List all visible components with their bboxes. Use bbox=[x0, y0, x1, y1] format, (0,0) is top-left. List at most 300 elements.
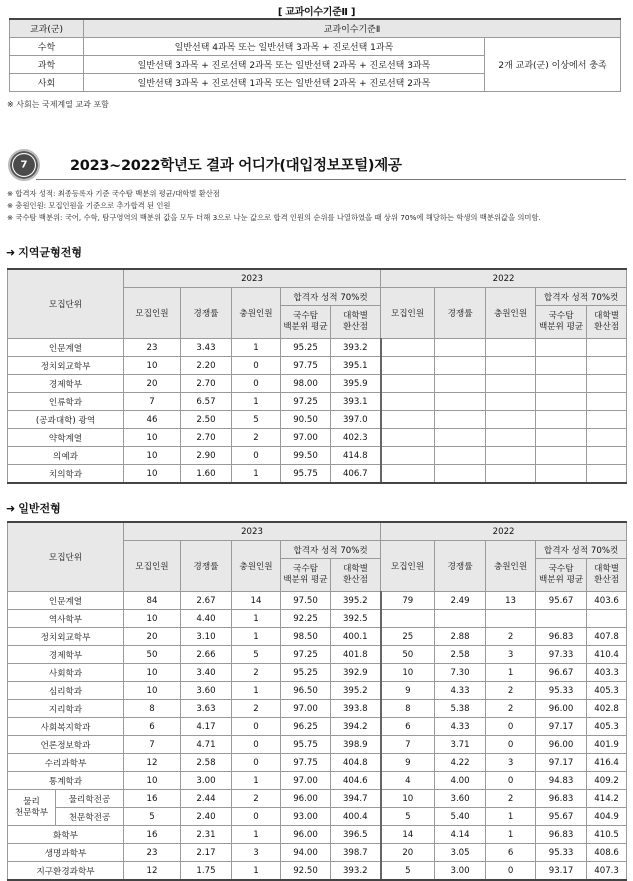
value-cell: 2 bbox=[232, 664, 281, 682]
value-cell: 392.5 bbox=[331, 610, 381, 628]
head-pct-l1: 국수탐 bbox=[548, 311, 574, 321]
value-cell: 398.9 bbox=[331, 736, 381, 754]
value-cell: 6 bbox=[486, 844, 536, 862]
value-cell: 1 bbox=[232, 393, 281, 411]
value-cell: 2.44 bbox=[181, 790, 232, 808]
value-cell: 3.63 bbox=[181, 700, 232, 718]
value-cell: 95.25 bbox=[281, 339, 331, 357]
head-2022: 2022 bbox=[381, 522, 627, 541]
value-cell: 1 bbox=[486, 808, 536, 826]
value-cell: 2.67 bbox=[181, 592, 232, 610]
value-cell bbox=[486, 465, 536, 484]
value-cell: 404.9 bbox=[587, 808, 627, 826]
value-cell: 25 bbox=[381, 628, 435, 646]
table-row bbox=[8, 411, 627, 429]
value-cell: 395.9 bbox=[331, 375, 381, 393]
value-cell: 10 bbox=[124, 429, 181, 447]
value-cell bbox=[435, 429, 486, 447]
note-line: ※ 충원인원: 모집인원을 기준으로 추가합격 된 인원 bbox=[7, 201, 171, 210]
value-cell: 3.60 bbox=[435, 790, 486, 808]
head-cut: 합격자 성적 70%컷 bbox=[281, 288, 381, 306]
value-cell bbox=[536, 375, 587, 393]
value-cell: 12 bbox=[124, 754, 181, 772]
unit-cell: 사회복지학과 bbox=[8, 718, 124, 736]
table-row bbox=[8, 844, 627, 862]
head-conv bbox=[331, 306, 381, 339]
table-row bbox=[8, 429, 627, 447]
value-cell: 96.83 bbox=[536, 790, 587, 808]
value-cell: 3 bbox=[486, 754, 536, 772]
unit-cell: 생명과학부 bbox=[8, 844, 124, 862]
value-cell: 5 bbox=[232, 411, 281, 429]
value-cell bbox=[435, 447, 486, 465]
value-cell: 407.3 bbox=[587, 862, 627, 881]
unit-cell: 통계학과 bbox=[8, 772, 124, 790]
value-cell: 1 bbox=[232, 682, 281, 700]
value-cell: 1 bbox=[232, 826, 281, 844]
value-cell: 97.17 bbox=[536, 718, 587, 736]
unit-cell: 정치외교학부 bbox=[8, 628, 124, 646]
table-row bbox=[8, 682, 627, 700]
value-cell: 393.8 bbox=[331, 700, 381, 718]
value-cell: 94.83 bbox=[536, 772, 587, 790]
value-cell: 408.6 bbox=[587, 844, 627, 862]
value-cell: 392.9 bbox=[331, 664, 381, 682]
value-cell: 398.7 bbox=[331, 844, 381, 862]
group-label: 물리 bbox=[23, 796, 40, 807]
head-pct-l2: 백분위 평균 bbox=[283, 322, 328, 332]
value-cell: 1 bbox=[232, 465, 281, 484]
value-cell: 6 bbox=[381, 718, 435, 736]
unit-cell: 물리학전공 bbox=[56, 790, 124, 808]
head-compet: 경쟁률 bbox=[181, 288, 232, 339]
criteria-subject: 과학 bbox=[10, 56, 84, 74]
head-compet: 경쟁률 bbox=[181, 541, 232, 592]
value-cell: 97.75 bbox=[281, 357, 331, 375]
value-cell: 414.2 bbox=[587, 790, 627, 808]
value-cell: 93.00 bbox=[281, 808, 331, 826]
value-cell: 9 bbox=[381, 754, 435, 772]
value-cell: 95.67 bbox=[536, 808, 587, 826]
value-cell: 13 bbox=[486, 592, 536, 610]
unit-cell: 지구환경과학부 bbox=[8, 862, 124, 881]
section-notes bbox=[7, 188, 627, 224]
table-row bbox=[8, 808, 627, 826]
head-conv-l1: 대학별 bbox=[343, 564, 368, 574]
criteria-req: 일반선택 3과목 + 진로선택 2과목 또는 일반선택 2과목 + 진로선택 3과목 bbox=[84, 56, 485, 74]
criteria-footnote: ※ 사회는 국제계열 교과 포함 bbox=[7, 100, 109, 109]
value-cell bbox=[381, 357, 435, 375]
value-cell: 10 bbox=[124, 447, 181, 465]
value-cell bbox=[435, 339, 486, 357]
value-cell: 96.25 bbox=[281, 718, 331, 736]
value-cell: 5 bbox=[124, 808, 181, 826]
head-conv-l1: 대학별 bbox=[594, 564, 620, 574]
table-row bbox=[8, 375, 627, 393]
value-cell bbox=[536, 465, 587, 484]
value-cell: 14 bbox=[381, 826, 435, 844]
value-cell: 10 bbox=[124, 664, 181, 682]
value-cell: 16 bbox=[124, 790, 181, 808]
general-title: 일반전형 bbox=[18, 502, 61, 515]
value-cell: 20 bbox=[124, 375, 181, 393]
value-cell bbox=[381, 447, 435, 465]
value-cell bbox=[435, 393, 486, 411]
value-cell: 394.7 bbox=[331, 790, 381, 808]
value-cell: 0 bbox=[232, 447, 281, 465]
value-cell: 97.50 bbox=[281, 592, 331, 610]
criteria-subject: 사회 bbox=[10, 74, 84, 92]
value-cell: 2 bbox=[486, 700, 536, 718]
value-cell: 416.4 bbox=[587, 754, 627, 772]
value-cell: 401.9 bbox=[587, 736, 627, 754]
unit-cell: 인문계열 bbox=[8, 339, 124, 357]
table-row bbox=[8, 610, 627, 628]
value-cell: 16 bbox=[124, 826, 181, 844]
value-cell: 98.00 bbox=[281, 375, 331, 393]
value-cell bbox=[486, 357, 536, 375]
value-cell: 23 bbox=[124, 844, 181, 862]
head-fill: 충원인원 bbox=[486, 288, 536, 339]
value-cell: 8 bbox=[381, 700, 435, 718]
value-cell bbox=[536, 357, 587, 375]
table-row bbox=[8, 447, 627, 465]
value-cell: 407.8 bbox=[587, 628, 627, 646]
value-cell: 97.25 bbox=[281, 393, 331, 411]
regional-table bbox=[7, 268, 627, 484]
value-cell: 3.60 bbox=[181, 682, 232, 700]
head-conv-l2: 환산점 bbox=[594, 322, 620, 332]
value-cell: 3.71 bbox=[435, 736, 486, 754]
value-cell: 5 bbox=[232, 646, 281, 664]
unit-cell: (공과대학) 광역 bbox=[8, 411, 124, 429]
general-heading bbox=[6, 500, 61, 516]
table-row bbox=[8, 664, 627, 682]
table-row bbox=[8, 357, 627, 375]
value-cell: 7.30 bbox=[435, 664, 486, 682]
value-cell bbox=[381, 339, 435, 357]
value-cell bbox=[435, 357, 486, 375]
value-cell: 2.90 bbox=[181, 447, 232, 465]
value-cell: 92.50 bbox=[281, 862, 331, 881]
arrow-bullet-icon: ➜ bbox=[6, 502, 16, 515]
unit-cell: 사회학과 bbox=[8, 664, 124, 682]
value-cell: 96.00 bbox=[536, 700, 587, 718]
value-cell: 1 bbox=[232, 772, 281, 790]
value-cell: 96.50 bbox=[281, 682, 331, 700]
value-cell: 3.05 bbox=[435, 844, 486, 862]
value-cell: 4.22 bbox=[435, 754, 486, 772]
head-2022: 2022 bbox=[381, 269, 627, 288]
value-cell: 79 bbox=[381, 592, 435, 610]
value-cell bbox=[381, 429, 435, 447]
table-row bbox=[8, 736, 627, 754]
head-cut: 합격자 성적 70%컷 bbox=[536, 541, 627, 559]
head-unit: 모집단위 bbox=[8, 522, 124, 592]
value-cell bbox=[486, 429, 536, 447]
value-cell: 10 bbox=[124, 465, 181, 484]
value-cell bbox=[435, 465, 486, 484]
unit-cell: 경제학부 bbox=[8, 375, 124, 393]
regional-title: 지역균형전형 bbox=[18, 246, 82, 259]
value-cell: 6 bbox=[124, 718, 181, 736]
value-cell: 3 bbox=[232, 844, 281, 862]
value-cell: 95.75 bbox=[281, 736, 331, 754]
value-cell: 10 bbox=[124, 357, 181, 375]
value-cell bbox=[587, 339, 627, 357]
head-conv bbox=[587, 559, 627, 592]
head-2023: 2023 bbox=[124, 269, 381, 288]
value-cell: 2 bbox=[232, 790, 281, 808]
value-cell: 393.2 bbox=[331, 339, 381, 357]
head-fill: 충원인원 bbox=[486, 541, 536, 592]
value-cell: 10 bbox=[124, 682, 181, 700]
value-cell: 409.2 bbox=[587, 772, 627, 790]
value-cell: 3.10 bbox=[181, 628, 232, 646]
value-cell: 2.20 bbox=[181, 357, 232, 375]
value-cell: 5 bbox=[381, 862, 435, 881]
value-cell: 404.6 bbox=[331, 772, 381, 790]
criteria-head-subject: 교과(군) bbox=[10, 19, 84, 38]
head-conv bbox=[587, 306, 627, 339]
head-recruit: 모집인원 bbox=[381, 288, 435, 339]
value-cell: 99.50 bbox=[281, 447, 331, 465]
table-row bbox=[8, 646, 627, 664]
criteria-subject: 수학 bbox=[10, 38, 84, 56]
head-recruit: 모집인원 bbox=[381, 541, 435, 592]
value-cell: 4.40 bbox=[181, 610, 232, 628]
value-cell: 97.00 bbox=[281, 772, 331, 790]
value-cell: 96.67 bbox=[536, 664, 587, 682]
head-pct bbox=[536, 559, 587, 592]
value-cell: 97.00 bbox=[281, 429, 331, 447]
section-underline bbox=[36, 179, 626, 180]
value-cell: 2.58 bbox=[435, 646, 486, 664]
value-cell: 4.00 bbox=[435, 772, 486, 790]
value-cell: 95.33 bbox=[536, 682, 587, 700]
value-cell: 4.33 bbox=[435, 718, 486, 736]
unit-cell: 심리학과 bbox=[8, 682, 124, 700]
criteria-req: 일반선택 4과목 또는 일반선택 3과목 + 진로선택 1과목 bbox=[84, 38, 485, 56]
unit-cell: 수리과학부 bbox=[8, 754, 124, 772]
note-line: ※ 합격자 성적: 최종등록자 기준 국수탐 백분위 평균/대학별 환산점 bbox=[7, 189, 220, 198]
value-cell: 84 bbox=[124, 592, 181, 610]
value-cell: 2.70 bbox=[181, 429, 232, 447]
value-cell: 0 bbox=[232, 357, 281, 375]
value-cell: 1.75 bbox=[181, 862, 232, 881]
value-cell: 9 bbox=[381, 682, 435, 700]
value-cell: 402.3 bbox=[331, 429, 381, 447]
value-cell: 95.25 bbox=[281, 664, 331, 682]
value-cell: 395.2 bbox=[331, 682, 381, 700]
value-cell: 5 bbox=[381, 808, 435, 826]
table-row bbox=[8, 465, 627, 484]
value-cell: 97.75 bbox=[281, 754, 331, 772]
value-cell bbox=[536, 429, 587, 447]
value-cell: 1 bbox=[232, 628, 281, 646]
value-cell bbox=[435, 411, 486, 429]
value-cell bbox=[587, 447, 627, 465]
value-cell: 50 bbox=[124, 646, 181, 664]
value-cell: 4.71 bbox=[181, 736, 232, 754]
value-cell: 96.00 bbox=[281, 790, 331, 808]
group-cell bbox=[8, 790, 56, 826]
value-cell: 405.3 bbox=[587, 718, 627, 736]
criteria-table bbox=[9, 18, 621, 92]
value-cell: 96.00 bbox=[536, 736, 587, 754]
value-cell bbox=[587, 411, 627, 429]
group-label: 천문학부 bbox=[14, 807, 49, 818]
value-cell: 2.49 bbox=[435, 592, 486, 610]
unit-cell: 약학계열 bbox=[8, 429, 124, 447]
table-row bbox=[8, 754, 627, 772]
value-cell: 395.2 bbox=[331, 592, 381, 610]
value-cell: 2.88 bbox=[435, 628, 486, 646]
value-cell bbox=[486, 411, 536, 429]
value-cell bbox=[587, 393, 627, 411]
value-cell: 2.66 bbox=[181, 646, 232, 664]
value-cell: 98.50 bbox=[281, 628, 331, 646]
value-cell bbox=[587, 610, 627, 628]
head-cut: 합격자 성적 70%컷 bbox=[281, 541, 381, 559]
unit-cell: 천문학전공 bbox=[56, 808, 124, 826]
value-cell: 1 bbox=[232, 339, 281, 357]
general-table bbox=[7, 521, 627, 881]
value-cell: 2.17 bbox=[181, 844, 232, 862]
value-cell bbox=[381, 375, 435, 393]
head-fill: 충원인원 bbox=[232, 541, 281, 592]
head-conv-l2: 환산점 bbox=[343, 322, 368, 332]
value-cell: 0 bbox=[486, 718, 536, 736]
value-cell bbox=[536, 610, 587, 628]
section-number-badge bbox=[8, 149, 40, 181]
head-pct-l2: 백분위 평균 bbox=[283, 575, 328, 585]
head-conv bbox=[331, 559, 381, 592]
unit-cell: 인문계열 bbox=[8, 592, 124, 610]
value-cell: 20 bbox=[381, 844, 435, 862]
value-cell: 4 bbox=[381, 772, 435, 790]
head-recruit: 모집인원 bbox=[124, 288, 181, 339]
table-row bbox=[8, 862, 627, 881]
head-pct-l2: 백분위 평균 bbox=[538, 575, 584, 585]
value-cell: 92.25 bbox=[281, 610, 331, 628]
value-cell bbox=[486, 447, 536, 465]
head-pct bbox=[281, 559, 331, 592]
value-cell bbox=[486, 393, 536, 411]
criteria-title: [ 교과이수기준Ⅱ ] bbox=[277, 7, 356, 18]
value-cell: 405.3 bbox=[587, 682, 627, 700]
table-row bbox=[8, 592, 627, 610]
section-number: 7 bbox=[13, 154, 35, 176]
value-cell: 10 bbox=[381, 790, 435, 808]
value-cell bbox=[381, 610, 435, 628]
value-cell: 4.17 bbox=[181, 718, 232, 736]
value-cell: 93.17 bbox=[536, 862, 587, 881]
value-cell: 0 bbox=[486, 736, 536, 754]
value-cell: 12 bbox=[124, 862, 181, 881]
value-cell: 410.4 bbox=[587, 646, 627, 664]
value-cell: 46 bbox=[124, 411, 181, 429]
value-cell: 404.8 bbox=[331, 754, 381, 772]
arrow-bullet-icon: ➜ bbox=[6, 246, 16, 259]
value-cell: 3 bbox=[486, 646, 536, 664]
value-cell: 5.38 bbox=[435, 700, 486, 718]
value-cell: 50 bbox=[381, 646, 435, 664]
value-cell: 0 bbox=[232, 808, 281, 826]
value-cell: 1 bbox=[486, 664, 536, 682]
value-cell bbox=[381, 411, 435, 429]
value-cell: 414.8 bbox=[331, 447, 381, 465]
head-fill: 충원인원 bbox=[232, 288, 281, 339]
head-recruit: 모집인원 bbox=[124, 541, 181, 592]
value-cell: 95.33 bbox=[536, 844, 587, 862]
value-cell: 10 bbox=[124, 772, 181, 790]
value-cell: 0 bbox=[232, 375, 281, 393]
value-cell: 97.00 bbox=[281, 700, 331, 718]
value-cell: 8 bbox=[124, 700, 181, 718]
unit-cell: 인류학과 bbox=[8, 393, 124, 411]
value-cell: 97.17 bbox=[536, 754, 587, 772]
value-cell: 2.31 bbox=[181, 826, 232, 844]
table-row bbox=[8, 718, 627, 736]
head-compet: 경쟁률 bbox=[435, 288, 486, 339]
value-cell bbox=[435, 375, 486, 393]
value-cell: 2.58 bbox=[181, 754, 232, 772]
value-cell: 97.25 bbox=[281, 646, 331, 664]
value-cell: 23 bbox=[124, 339, 181, 357]
value-cell: 0 bbox=[232, 718, 281, 736]
value-cell: 95.67 bbox=[536, 592, 587, 610]
value-cell: 393.2 bbox=[331, 862, 381, 881]
unit-cell: 의예과 bbox=[8, 447, 124, 465]
head-pct-l1: 국수탐 bbox=[548, 564, 574, 574]
head-conv-l2: 환산점 bbox=[594, 575, 620, 585]
head-conv-l1: 대학별 bbox=[594, 311, 620, 321]
value-cell bbox=[536, 411, 587, 429]
value-cell: 10 bbox=[124, 610, 181, 628]
value-cell: 3.43 bbox=[181, 339, 232, 357]
head-pct-l1: 국수탐 bbox=[293, 564, 318, 574]
value-cell: 1 bbox=[232, 862, 281, 881]
table-row bbox=[8, 790, 627, 808]
value-cell: 7 bbox=[381, 736, 435, 754]
value-cell bbox=[587, 375, 627, 393]
value-cell: 0 bbox=[232, 754, 281, 772]
value-cell bbox=[536, 447, 587, 465]
head-conv-l1: 대학별 bbox=[343, 311, 368, 321]
value-cell: 2.70 bbox=[181, 375, 232, 393]
value-cell: 90.50 bbox=[281, 411, 331, 429]
value-cell: 0 bbox=[232, 736, 281, 754]
unit-cell: 치의학과 bbox=[8, 465, 124, 484]
value-cell: 1 bbox=[486, 826, 536, 844]
head-conv-l2: 환산점 bbox=[343, 575, 368, 585]
table-row bbox=[8, 628, 627, 646]
value-cell: 14 bbox=[232, 592, 281, 610]
section-title: 2023~2022학년도 결과 어디가(대입정보포털)제공 bbox=[70, 158, 402, 174]
value-cell: 395.1 bbox=[331, 357, 381, 375]
unit-cell: 화학부 bbox=[8, 826, 124, 844]
value-cell: 403.3 bbox=[587, 664, 627, 682]
note-line: ※ 국수탐 백분위: 국어, 수학, 탐구영역의 백분위 값을 모두 더해 3으로 나눈 값으로 합격 인원의 순위를 나열하였을 때 상위 70%에 해당하는 학생의 백분위값을 의미함. bbox=[7, 213, 541, 222]
head-pct bbox=[281, 306, 331, 339]
value-cell bbox=[486, 610, 536, 628]
value-cell bbox=[381, 393, 435, 411]
regional-heading bbox=[6, 244, 82, 260]
value-cell: 400.1 bbox=[331, 628, 381, 646]
value-cell: 4.14 bbox=[435, 826, 486, 844]
value-cell: 3.40 bbox=[181, 664, 232, 682]
